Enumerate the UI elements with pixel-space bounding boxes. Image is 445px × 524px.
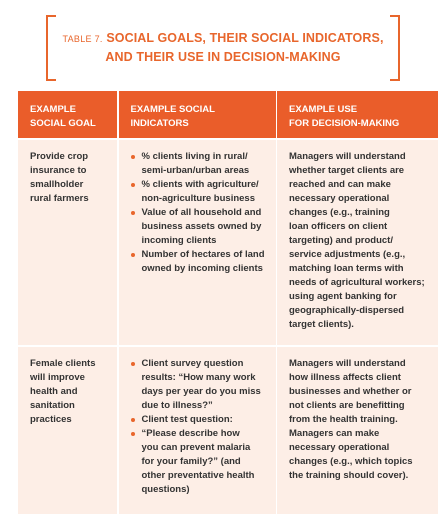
use-cell	[277, 347, 438, 514]
use-text: target clients).	[289, 319, 354, 330]
indicator-text: business assets owned by	[141, 221, 262, 232]
header-social-indicators	[119, 91, 276, 138]
indicators-cell	[119, 140, 276, 345]
header-decision-use	[277, 91, 438, 138]
table-row	[18, 347, 438, 514]
indicator-text: “Please describe how	[141, 428, 240, 439]
indicator-item	[131, 150, 268, 178]
goal-text: will improve	[30, 372, 85, 383]
indicator-item	[131, 206, 268, 248]
use-text: not clients are benefitting	[289, 400, 405, 411]
goal-text: practices	[30, 414, 72, 425]
indicator-item	[131, 248, 268, 276]
header-text: FOR DECISION-MAKING	[289, 118, 400, 129]
indicator-text: % clients living in rural/	[141, 151, 248, 162]
goal-text: Female clients	[30, 358, 96, 369]
indicator-text: questions)	[141, 484, 190, 495]
goal-text: rural farmers	[30, 193, 89, 204]
title-line-1	[60, 29, 386, 48]
indicator-text: Value of all household and	[141, 207, 262, 218]
goal-text: sanitation	[30, 400, 75, 411]
goal-cell	[18, 140, 117, 345]
use-text: Managers can make	[289, 428, 380, 439]
indicators-cell	[119, 347, 276, 514]
table-title-block	[46, 15, 400, 77]
indicator-item	[131, 357, 268, 413]
use-text: whether target clients are	[289, 165, 405, 176]
indicator-text: other preventative health	[141, 470, 255, 481]
use-text: loan officers on client	[289, 221, 388, 232]
goal-text: health and	[30, 386, 78, 397]
title-line-2: AND THEIR USE IN DECISION-MAKING	[105, 50, 341, 64]
use-text: businesses and whether or	[289, 386, 412, 397]
goal-text: Provide crop	[30, 151, 89, 162]
header-text: SOCIAL GOAL	[30, 118, 96, 129]
indicator-text: Client test question:	[141, 414, 233, 425]
indicator-text: incoming clients	[141, 235, 217, 246]
indicator-list	[131, 150, 268, 276]
indicator-text: you can prevent malaria	[141, 442, 251, 453]
use-text: service adjustments (e.g.,	[289, 249, 406, 260]
header-text: EXAMPLE SOCIAL	[130, 104, 215, 115]
indicator-text: Client survey question	[141, 358, 244, 369]
use-text: using agent banking for	[289, 291, 397, 302]
header-text: EXAMPLE USE	[289, 104, 358, 115]
indicator-text: for your family?” (and	[141, 456, 241, 467]
use-text: changes (e.g., which topics	[289, 456, 413, 467]
indicator-item	[131, 413, 268, 427]
indicator-list	[131, 357, 268, 497]
header-text: INDICATORS	[130, 118, 189, 129]
goal-text: smallholder	[30, 179, 84, 190]
use-text: geographically-dispersed	[289, 305, 405, 316]
table-header-row	[18, 91, 438, 138]
indicator-text: Number of hectares of land	[141, 249, 265, 260]
indicator-text: semi-urban/urban areas	[141, 165, 250, 176]
use-text: from the health training.	[289, 414, 398, 425]
indicator-text: owned by incoming clients	[141, 263, 263, 274]
use-text: the training should cover).	[289, 470, 409, 481]
table-title	[60, 29, 386, 66]
indicator-item	[131, 427, 268, 497]
use-text: Managers will understand	[289, 358, 406, 369]
indicator-text: results: “How many work	[141, 372, 256, 383]
left-bracket-decoration	[46, 15, 56, 81]
use-text: matching loan terms with	[289, 263, 404, 274]
use-cell	[277, 140, 438, 345]
use-text: targeting) and product/	[289, 235, 393, 246]
indicator-text: days per year do you miss	[141, 386, 261, 397]
table-number-label: TABLE 7.	[62, 34, 103, 44]
indicator-text: non-agriculture business	[141, 193, 255, 204]
goal-text: insurance to	[30, 165, 87, 176]
use-text: necessary operational	[289, 442, 390, 453]
title-text-1: SOCIAL GOALS, THEIR SOCIAL INDICATORS,	[106, 31, 384, 45]
indicator-text: due to illness?”	[141, 400, 213, 411]
indicator-item	[131, 178, 268, 206]
table-row	[18, 140, 438, 345]
use-text: how illness affects client	[289, 372, 401, 383]
indicator-text: % clients with agriculture/	[141, 179, 259, 190]
use-text: needs of agricultural workers;	[289, 277, 425, 288]
right-bracket-decoration	[390, 15, 400, 81]
use-text: reached and can make	[289, 179, 391, 190]
use-text: changes (e.g., training	[289, 207, 390, 218]
goals-table	[18, 91, 438, 514]
goal-cell	[18, 347, 117, 514]
header-text: EXAMPLE	[30, 104, 76, 115]
use-text: necessary operational	[289, 193, 390, 204]
use-text: Managers will understand	[289, 151, 406, 162]
header-social-goal	[18, 91, 117, 138]
